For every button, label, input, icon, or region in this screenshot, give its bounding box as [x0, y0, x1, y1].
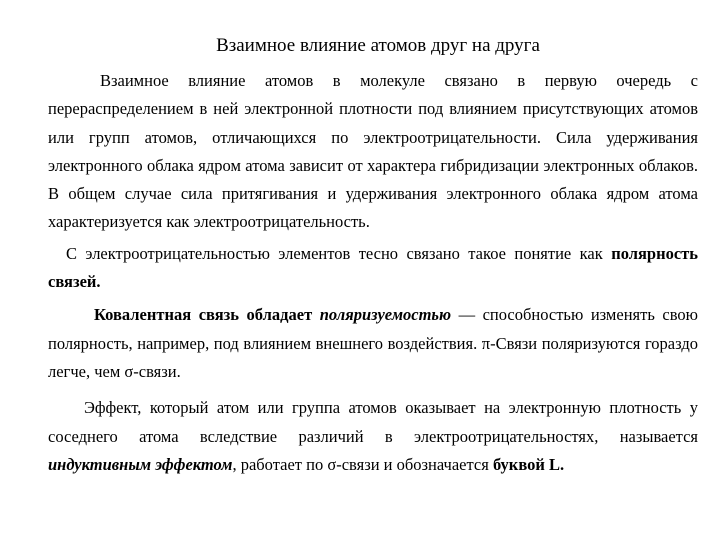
- paragraph-2-text: С электроотрицательностью элементов тесно связано такое понятие как: [66, 243, 612, 263]
- paragraph-polarizability: [48, 301, 698, 386]
- paragraph-3-text: — способностью изменять свою полярность, например, под влиянием внешнего воздействия.: [48, 305, 698, 353]
- letter-l-term: буквой L.: [492, 454, 565, 474]
- inductive-effect-term: индуктивным эффектом: [48, 454, 233, 474]
- paragraph-electronegativity: [48, 240, 698, 297]
- slide-title: Взаимное влияние атомов друг на друга: [216, 35, 540, 56]
- covalent-bond-lead: Ковалентная связь обладает: [94, 305, 320, 325]
- paragraph-4-text: Эффект, который атом или группа атомов оказывает на электронную плотность у соседнего атома вследствие различий в электроотрицательностях, называется: [48, 398, 698, 446]
- bond-polarity-term: полярность связей.: [48, 243, 698, 292]
- paragraph-3-text-2: π-Связи поляризуются гораздо легче, чем σ-связи.: [48, 333, 698, 381]
- paragraph-mutual-influence: [48, 67, 698, 237]
- paragraph-4-text-2: , работает по σ-связи и обозначается: [232, 454, 493, 474]
- polarizability-term: поляризуемостью: [319, 305, 452, 325]
- paragraph-inductive-effect: [48, 394, 698, 479]
- paragraph-1-text: Взаимное влияние атомов в молекуле связано в первую очередь с перераспределением в ней электронной плотности под влиянием присутствующих атомов или групп атомов, отличающихся по электроотрицательности. Сила удерживания электронного облака ядром атома зависит от характера гибридизации электронных облаков. В общем случае сила притягивания и удерживания электронного облака ядром атома характеризуется как электроотрицательность.: [48, 71, 698, 232]
